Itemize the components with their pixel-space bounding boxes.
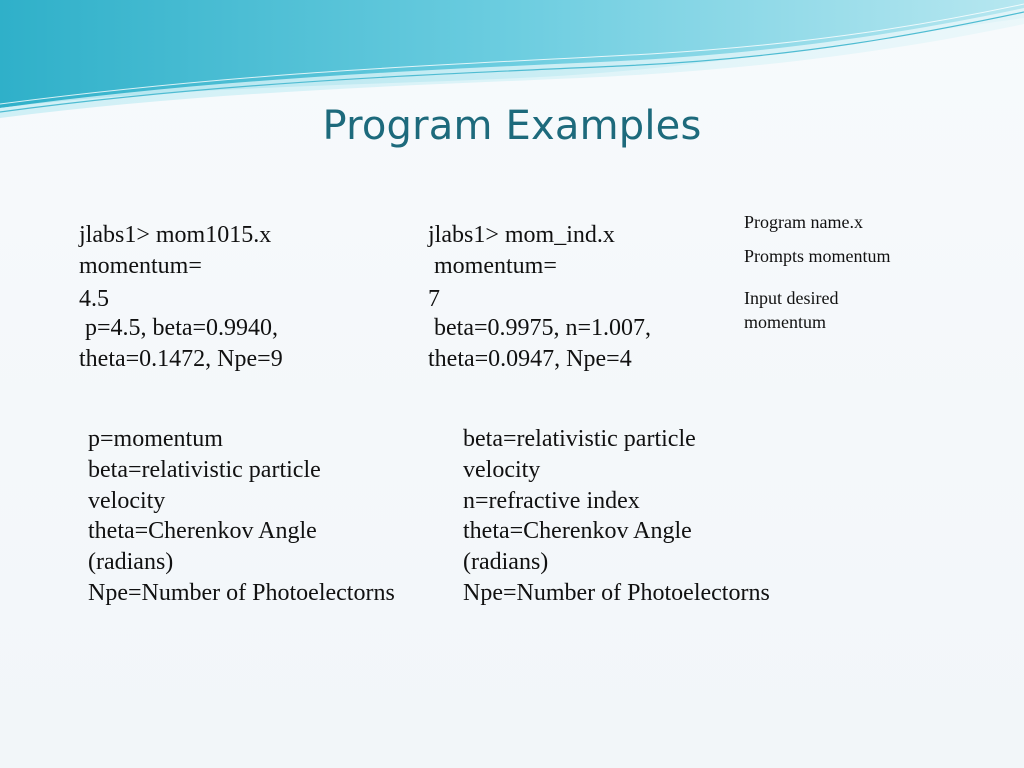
legend1-line-6: Npe=Number of Photoelectorns	[88, 580, 395, 606]
legend1-line-1: p=momentum	[88, 426, 223, 452]
example2-line-5: theta=0.0947, Npe=4	[428, 346, 632, 372]
legend2-line-2: velocity	[463, 457, 541, 483]
example2-line-1: jlabs1> mom_ind.x	[428, 222, 615, 248]
legend2-line-1: beta=relativistic particle	[463, 426, 696, 452]
example2-line-2: momentum=	[428, 253, 557, 279]
annotation-program-name: Program name.x	[744, 212, 863, 232]
example1-line-4: p=4.5, beta=0.9940,	[79, 315, 279, 341]
annotation-momentum: momentum	[744, 312, 826, 332]
legend2-line-5: (radians)	[463, 549, 549, 575]
example1-line-1: jlabs1> mom1015.x	[79, 222, 272, 248]
annotation-prompts-momentum: Prompts momentum	[744, 246, 891, 266]
legend1-line-4: theta=Cherenkov Angle	[88, 518, 317, 544]
example1-line-5: theta=0.1472, Npe=9	[79, 346, 283, 372]
legend1-line-5: (radians)	[88, 549, 174, 575]
legend2-line-3: n=refractive index	[463, 488, 640, 514]
example2-line-4: beta=0.9975, n=1.007,	[428, 315, 652, 341]
legend2-line-4: theta=Cherenkov Angle	[463, 518, 692, 544]
example2-line-3: 7	[428, 286, 440, 312]
slide-title: Program Examples	[322, 103, 702, 149]
example1-line-2: momentum=	[79, 253, 202, 279]
example1-line-3: 4.5	[79, 286, 109, 312]
legend2-line-6: Npe=Number of Photoelectorns	[463, 580, 770, 606]
legend1-line-2: beta=relativistic particle	[88, 457, 321, 483]
annotation-input-desired: Input desired	[744, 288, 839, 308]
legend1-line-3: velocity	[88, 488, 166, 514]
